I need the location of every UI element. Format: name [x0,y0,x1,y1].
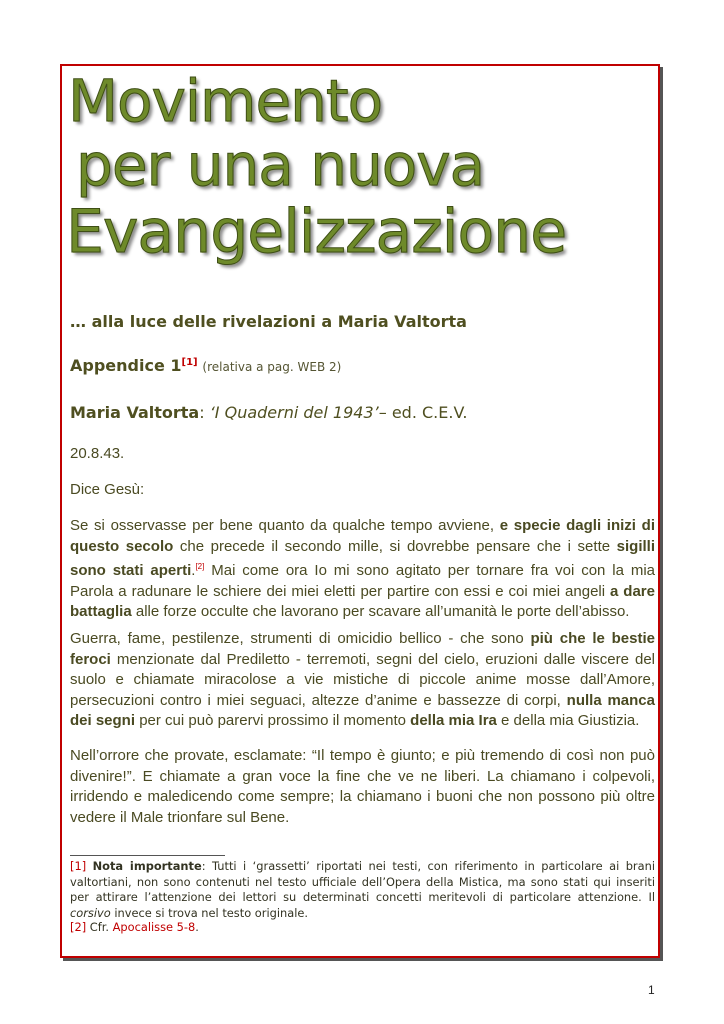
appendix-note: (relativa a pag. WEB 2) [202,360,342,374]
intro-line: Dice Gesù: [70,481,145,498]
source-author: Maria Valtorta [70,403,200,422]
p2-text-g: e della mia Giustizia. [496,712,640,729]
paragraph-3: Nell’orrore che provate, esclamate: “Il tempo è giunto; e più tremendo di così non può divenire!”. E chiamate a gran voce la fine che ve ne liberi. La chiamano i colpevoli, irridendo e maledicendo come sempre; la chiamano i buoni che non possono più oltre vedere il Male trionfare sul Bene. [70,747,655,826]
footnote-2-text: Cfr. [86,920,113,934]
footnote-1 [70,859,655,921]
appendix-footnote-ref[interactable]: [1] [181,357,198,368]
footnote-1-text-b: invece si trova nel testo originale. [110,905,308,920]
date: 20.8.43. [70,445,125,462]
footnote-1-text-a: : Tutti i ‘grassetti’ riportati nei testi, con riferimento in particolare ai brani valtortiani, non sono contenuti nel testo ufficiale dell’Opera della Mistica, ma sono stati qui inseriti per attirare l’attenzione dei lettori su determinati concetti meritevoli di particolare attenzione. Il [70,859,655,904]
p2-bold-d: nulla manca dei segni [70,691,655,729]
title-line-1: Movimento [68,67,383,135]
footnote-2 [70,920,655,936]
footnote-separator [70,855,225,856]
appendix-heading [70,356,341,375]
p2-bold-b: più che le bestie feroci [70,630,655,668]
p1-text-f: Mai come ora Io mi sono agitato per tornare fra voi con la mia Parola a radunare le schiere dei miei eletti per partire con essi e coi miei angeli [70,562,655,600]
title-line-2: per una nuova [76,131,485,199]
title-line-3: Evangelizzazione [66,197,567,267]
footnote-2-end: . [195,920,199,934]
footnote-1-italic: corsivo [70,905,111,920]
footnote-1-ref[interactable]: [1] [70,859,87,873]
p1-text-e: . [191,562,196,579]
page-number: 1 [648,983,655,997]
source-colon: : [199,403,210,422]
paragraph-2 [70,629,655,732]
source-line [70,403,467,422]
p1-bold-b: e specie dagli inizi di questo secolo [70,517,655,555]
p1-text-h: alle forze occulte che lavorano per scavare all’umanità le porte dell’abisso. [131,603,630,620]
p2-text-a: Guerra, fame, pestilenze, strumenti di omicidio bellico - che sono [70,630,531,647]
p2-text-c: menzionate dal Prediletto - terremoti, segni del cielo, eruzioni dalle viscere del suolo e chiamate miracolose a vie mistiche di piccole anime mosse dall’Amore, persecuzioni contro i miei seguaci, altezze d’anime e bassezze di corpi, [70,650,655,709]
title-logo [66,67,567,267]
p1-text-c: che precede il secondo mille, si dovrebbe pensare che i sette [173,537,617,555]
footnote-1-label: Nota importante [92,859,202,873]
p1-bold-d: sigilli sono stati aperti [70,537,656,579]
footnote-2-ref[interactable]: [2] [70,920,87,934]
subtitle: … alla luce delle rivelazioni a Maria Valtorta [70,312,467,331]
p1-text-a: Se si osservasse per bene quanto da qualche tempo avviene, [70,517,500,534]
p1-footnote-ref[interactable]: [2] [195,562,205,571]
paragraph-1 [70,516,655,623]
footnote-2-link[interactable]: Apocalisse 5-8 [112,920,196,934]
p1-bold-g: a dare battaglia [70,582,655,620]
p2-bold-f: della mia Ira [410,712,497,729]
appendix-label: Appendice 1 [70,356,182,375]
source-edition: – ed. C.E.V. [378,403,468,422]
source-book: ‘I Quaderni del 1943’ [209,403,379,422]
p2-text-e: per cui può parervi prossimo il momento [135,712,411,729]
